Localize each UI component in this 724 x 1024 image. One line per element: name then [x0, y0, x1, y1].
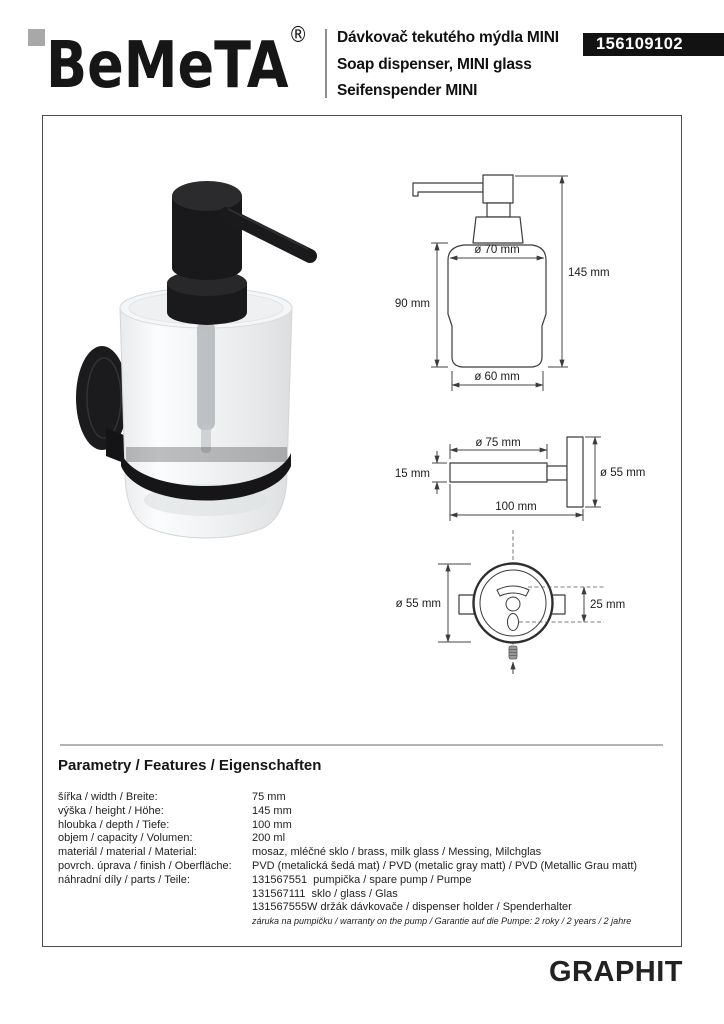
parameters-heading: Parametry / Features / Eigenschaften — [58, 757, 322, 774]
photo-ring-back — [126, 447, 287, 462]
param-row-height: výška / height / Höhe: 145 mm — [58, 804, 292, 817]
param-row-spare-parts: náhradní díly / parts / Teile: 131567551 pumpička / spare pump / Pumpe — [58, 873, 472, 886]
dim-label-arm-length: ø 75 mm — [475, 437, 521, 449]
param-row-warranty: záruka na pumpičku / warranty on the pump / Garantie auf die Pumpe: 2 roky / 2 years / 2 jahre — [252, 916, 632, 927]
param-row-capacity: objem / capacity / Volumen: 200 ml — [58, 832, 286, 845]
drawing-spout — [413, 183, 483, 196]
dim-label-total-height: 145 mm — [568, 267, 610, 279]
dim-label-arm-thickness: 15 mm — [394, 468, 430, 480]
finish-name: GRAPHIT — [549, 956, 683, 988]
parameters-table — [58, 791, 637, 929]
dim-label-top-diameter: ø 70 mm — [474, 244, 520, 256]
drawing-arm-connector — [547, 466, 567, 480]
brand-logo-text: BeMeTA — [46, 27, 289, 103]
product-title-czech: Dávkovač tekutého mýdla MINI — [337, 29, 559, 46]
logo-square-icon — [28, 29, 45, 46]
brand-logo — [46, 22, 308, 102]
drawing-pump-neck — [487, 203, 510, 217]
param-row-finish: povrch. úprava / finish / Oberfläche: PVD (metalická šedá mat) / PVD (metalic gray matt) / PVD (Metallic Grau matt) — [58, 859, 638, 872]
drawing-pump-collar — [473, 217, 523, 243]
dim-label-total-depth: 100 mm — [495, 501, 537, 513]
drawing-arm — [450, 463, 547, 482]
param-row-spare-holder: 131567555W držák dávkovače / dispenser holder / Spenderhalter — [252, 901, 572, 914]
photo-pump-tube — [197, 322, 215, 430]
param-row-material: materiál / material / Material: mosaz, mléčné sklo / brass, milk glass / Messing, Milchglas — [58, 846, 542, 859]
drawing-wall-plate-side — [567, 437, 583, 507]
drawing-plate-tab-left — [459, 595, 474, 614]
param-row-spare-glass: 131567111 sklo / glass / Glas — [252, 887, 398, 900]
drawing-pump-head — [483, 175, 513, 203]
header-divider — [325, 29, 327, 98]
param-row-depth: hloubka / depth / Tiefe: 100 mm — [58, 818, 292, 831]
dim-label-hole-spacing: 25 mm — [590, 599, 626, 611]
product-photo — [76, 181, 310, 538]
dim-label-plate-diameter: ø 55 mm — [395, 598, 441, 610]
registered-trademark-icon: ® — [288, 22, 308, 48]
product-title-english: Soap dispenser, MINI glass — [337, 55, 532, 73]
drawing-plate-hole-center — [506, 597, 520, 611]
technical-drawings — [42, 115, 682, 745]
product-titles — [337, 25, 559, 105]
section-divider — [60, 744, 663, 746]
dim-label-body-height: 90 mm — [394, 298, 430, 310]
dim-label-bottom-diameter: ø 60 mm — [474, 371, 520, 383]
drawing-bottle — [448, 245, 546, 367]
param-row-width: šířka / width / Breite: 75 mm — [58, 791, 286, 803]
drawing-side-view — [395, 437, 646, 521]
drawing-plate-view — [396, 530, 626, 674]
drawing-plate-slot-bottom — [508, 614, 519, 631]
drawing-front-view — [395, 175, 610, 391]
product-code-badge: 156109102 — [583, 33, 724, 56]
photo-pump-head-top — [172, 181, 242, 211]
product-title-german: Seifenspender MINI — [337, 82, 478, 99]
dim-label-plate-diameter-side: ø 55 mm — [600, 467, 646, 479]
